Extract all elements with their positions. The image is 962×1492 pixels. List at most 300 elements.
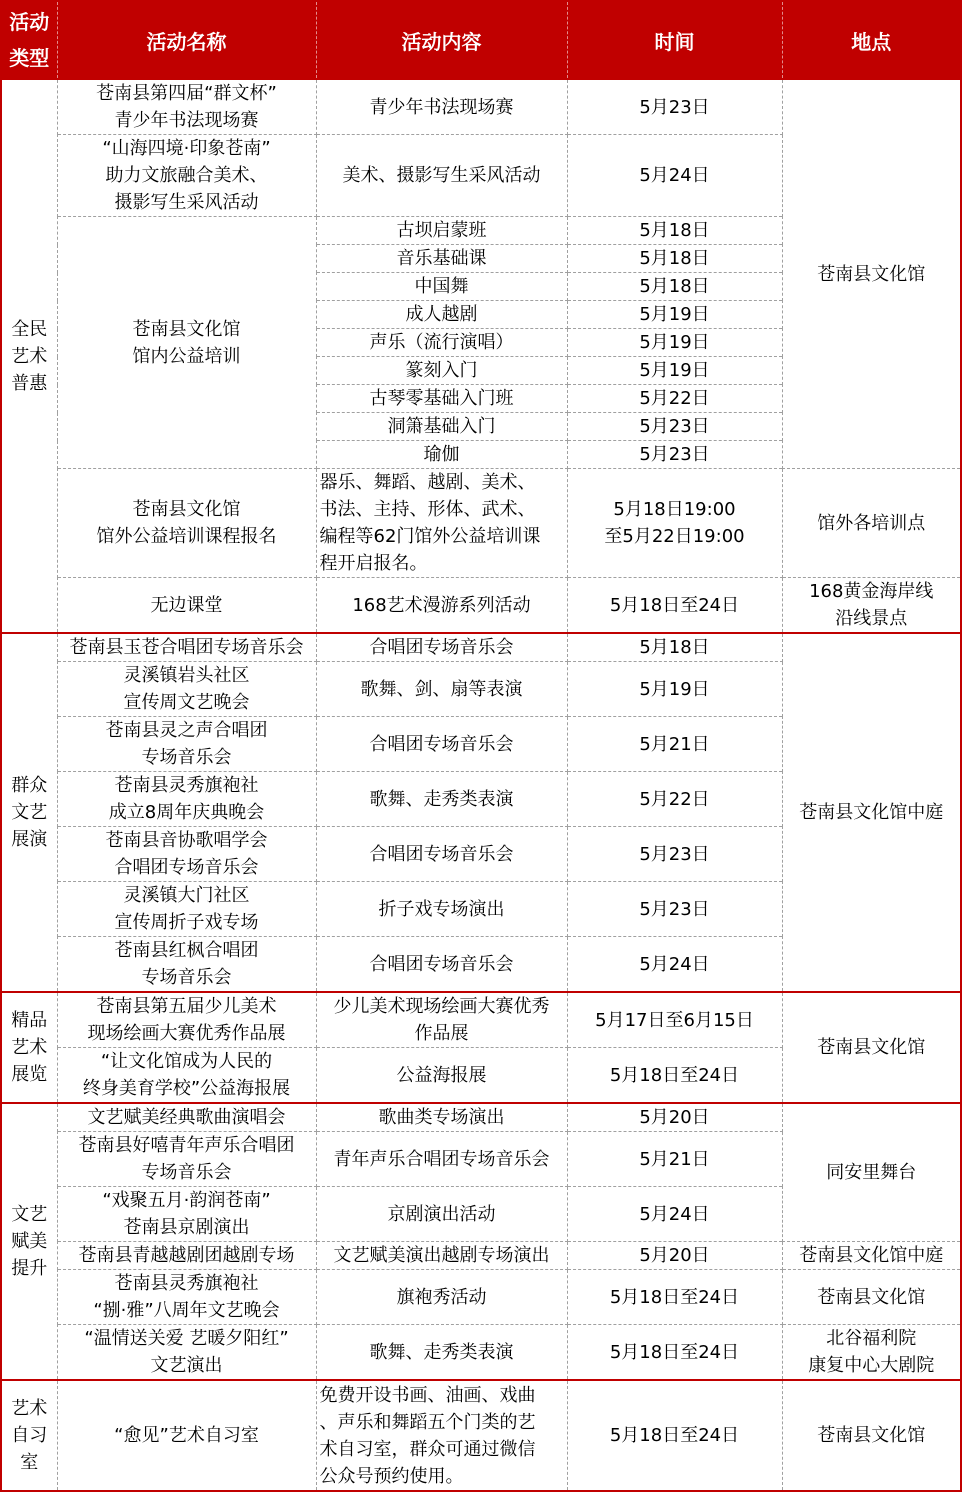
- location-cell: [782, 578, 961, 634]
- activity-name-cell-line: 青少年书法现场赛: [114, 110, 259, 131]
- activity-name-cell-line: 专场音乐会: [141, 967, 232, 988]
- activity-content-cell-text: [317, 1242, 567, 1269]
- activity-name-cell-line: 专场音乐会: [141, 747, 232, 768]
- activity-name-cell-line: 苍南县灵之声合唱团: [105, 720, 268, 741]
- activity-type-cell-line: 艺术: [11, 1037, 48, 1058]
- activity-content-cell-line: 编程等62门馆外公益培训课: [319, 526, 541, 547]
- time-cell-line: 5月23日: [639, 96, 710, 118]
- activity-name-cell-text: [58, 993, 316, 1047]
- activity-content-cell-text: [317, 786, 567, 813]
- time-cell: [567, 1242, 782, 1270]
- activity-name-cell-line: 专场音乐会: [141, 1162, 232, 1183]
- time-cell-text: [568, 162, 782, 189]
- activity-content-cell: [316, 357, 567, 385]
- activity-name-cell: [57, 662, 316, 717]
- activity-name-cell-text: [58, 496, 316, 550]
- time-cell-text: [568, 1422, 782, 1449]
- time-cell-line: 至5月22日19:00: [604, 526, 745, 547]
- activity-content-cell-line: 公众号预约使用。: [319, 1465, 464, 1487]
- activity-name-cell-line: 苍南县文化馆: [132, 318, 241, 340]
- table-row: [1, 1325, 961, 1381]
- time-cell-text: [568, 951, 782, 978]
- activity-type-cell-line: 展览: [11, 1064, 48, 1085]
- time-cell-text: [568, 217, 782, 244]
- activity-content-cell: [316, 992, 567, 1048]
- activity-content-cell-line: 公益海报展: [396, 1064, 487, 1086]
- activity-name-cell-text: [58, 316, 316, 370]
- time-cell: [567, 662, 782, 717]
- activity-name-cell: [57, 1242, 316, 1270]
- activity-content-cell-line: 瑜伽: [423, 444, 460, 465]
- time-cell-line: 5月19日: [639, 304, 710, 325]
- time-cell-line: 5月24日: [639, 953, 710, 975]
- time-cell: [567, 217, 782, 245]
- activity-type-cell: [1, 79, 57, 633]
- activity-type-cell-line: 艺术: [11, 345, 48, 367]
- time-cell: [567, 273, 782, 301]
- activity-content-cell-text: [317, 245, 567, 272]
- activity-name-cell: [57, 772, 316, 827]
- time-cell-line: 5月18日: [639, 220, 710, 241]
- activity-name-cell-line: 助力文旅融合美术、: [105, 165, 268, 186]
- activity-content-cell-text: [317, 469, 567, 577]
- table-row: [1, 578, 961, 634]
- time-cell: [567, 882, 782, 937]
- activity-name-cell-line: 灵溪镇岩头社区: [123, 665, 250, 686]
- table-row: [1, 79, 961, 135]
- activity-content-cell: [316, 578, 567, 634]
- activity-content-cell: [316, 1187, 567, 1242]
- activity-name-cell-line: “让文化馆成为人民的: [100, 1051, 273, 1072]
- activity-content-cell-line: 歌舞、走秀类表演: [369, 788, 514, 810]
- activity-type-cell: [1, 1380, 57, 1491]
- time-cell: [567, 992, 782, 1048]
- activity-name-cell: [57, 1187, 316, 1242]
- location-cell-line: 苍南县文化馆: [817, 1425, 926, 1446]
- activity-content-cell-text: [317, 413, 567, 440]
- activity-type-cell-text: [2, 316, 57, 397]
- time-cell-line: 5月17日至6月15日: [595, 1009, 754, 1031]
- activity-content-cell-text: [317, 94, 567, 121]
- time-cell: [567, 1187, 782, 1242]
- activity-content-cell: [316, 385, 567, 413]
- activity-name-cell: [57, 1048, 316, 1104]
- header-row: [1, 1, 961, 79]
- time-cell-line: 5月18日: [639, 637, 710, 658]
- activity-content-cell: [316, 937, 567, 993]
- activity-name-cell: [57, 1103, 316, 1132]
- activity-name-cell: [57, 1270, 316, 1325]
- activity-name-cell-line: 苍南县第四届“群文杯”: [96, 83, 277, 104]
- activity-type-cell-line: 普惠: [11, 372, 48, 394]
- activity-type-cell-line: 展演: [11, 829, 48, 850]
- time-cell-line: 5月24日: [639, 1203, 710, 1225]
- activity-name-cell-line: “山海四境·印象苍南”: [102, 138, 271, 159]
- activity-content-cell-text: [317, 634, 567, 661]
- time-cell-line: 5月23日: [639, 416, 710, 437]
- activity-content-cell-text: [317, 1201, 567, 1228]
- location-cell: [782, 79, 961, 469]
- time-cell: [567, 1132, 782, 1187]
- time-cell: [567, 578, 782, 634]
- activity-content-cell-text: [317, 162, 567, 189]
- activity-content-cell-text: [317, 1284, 567, 1311]
- time-cell-line: 5月18日: [639, 276, 710, 297]
- activity-name-cell-line: 苍南县文化馆: [132, 499, 241, 520]
- activity-name-cell-line: 宣传周折子戏专场: [114, 912, 259, 933]
- activity-content-cell-line: 歌曲类专场演出: [378, 1107, 505, 1128]
- activity-content-cell: [316, 301, 567, 329]
- location-cell: [782, 1270, 961, 1325]
- location-cell-text: [783, 510, 961, 537]
- activity-name-cell: [57, 469, 316, 578]
- activity-type-cell-line: 赋美: [11, 1231, 48, 1252]
- activity-content-cell: [316, 1270, 567, 1325]
- activity-content-cell-line: 洞箫基础入门: [387, 416, 496, 437]
- activity-name-cell-line: “愈见”艺术自习室: [114, 1425, 259, 1446]
- time-cell: [567, 1048, 782, 1104]
- activity-content-cell-line: 少儿美术现场绘画大赛优秀: [333, 996, 550, 1017]
- time-cell-text: [568, 441, 782, 468]
- activity-content-cell-text: [317, 1146, 567, 1173]
- activity-content-cell-line: 歌舞、剑、扇等表演: [360, 678, 523, 700]
- table-row: [1, 469, 961, 578]
- location-cell-text: [783, 799, 961, 826]
- activity-name-cell-text: [58, 662, 316, 716]
- activity-name-cell-text: [58, 1048, 316, 1102]
- time-cell-text: [568, 1007, 782, 1034]
- activity-content-cell-line: 成人越剧: [405, 304, 478, 325]
- activity-content-cell-text: [317, 301, 567, 328]
- activity-name-cell-text: [58, 135, 316, 216]
- time-cell-line: 5月20日: [639, 1107, 710, 1128]
- activity-name-cell-line: “温情送关爱 艺暖夕阳红”: [84, 1328, 289, 1349]
- time-cell-line: 5月18日19:00: [613, 499, 736, 520]
- activity-name-cell-line: 文艺赋美经典歌曲演唱会: [87, 1107, 286, 1128]
- activity-content-cell: [316, 79, 567, 135]
- activity-content-cell-line: 音乐基础课: [396, 248, 487, 269]
- location-cell-line: 苍南县文化馆: [817, 1037, 926, 1058]
- activity-content-cell-line: 合唱团专场音乐会: [369, 843, 514, 865]
- activity-name-cell: [57, 882, 316, 937]
- activity-type-cell: [1, 633, 57, 992]
- activity-name-cell-line: 馆外公益培训课程报名: [96, 526, 277, 547]
- activity-name-cell-line: 苍南县第五届少儿美术: [96, 996, 277, 1017]
- location-cell-line: 苍南县文化馆: [817, 1286, 926, 1308]
- activity-name-cell: [57, 992, 316, 1048]
- activity-name-cell-line: 苍南县红枫合唱团: [114, 940, 259, 961]
- activity-content-cell-line: 作品展: [414, 1023, 469, 1044]
- time-cell-line: 5月22日: [639, 788, 710, 810]
- time-cell-text: [568, 592, 782, 619]
- time-cell: [567, 413, 782, 441]
- time-cell: [567, 1103, 782, 1132]
- time-cell: [567, 245, 782, 273]
- header-activity-type: [1, 1, 57, 79]
- activity-name-cell-text: [58, 1270, 316, 1324]
- activity-name-cell-text: [58, 717, 316, 771]
- activity-content-cell: [316, 273, 567, 301]
- time-cell: [567, 827, 782, 882]
- activity-name-cell-text: [58, 1187, 316, 1241]
- activity-name-cell-text: [58, 80, 316, 134]
- location-cell-line: 168黄金海岸线: [809, 581, 934, 602]
- activity-content-cell-text: [317, 217, 567, 244]
- activity-name-cell-text: [58, 1422, 316, 1449]
- activity-content-cell-line: 程开启报名。: [319, 553, 428, 574]
- location-cell-line: 馆外各培训点: [817, 512, 926, 534]
- activity-type-cell-text: [2, 1007, 57, 1088]
- activity-type-cell-line: 室: [20, 1452, 39, 1473]
- location-cell-text: [783, 578, 961, 632]
- activity-content-cell-text: [317, 329, 567, 356]
- activity-content-cell-line: 免费开设书画、油画、戏曲: [319, 1384, 536, 1406]
- activity-name-cell-line: 无边课堂: [150, 594, 223, 616]
- table-row: [1, 1270, 961, 1325]
- activity-type-cell-line: 提升: [11, 1258, 48, 1279]
- activity-content-cell-text: [317, 385, 567, 412]
- time-cell-text: [568, 1339, 782, 1366]
- activity-content-cell-text: [317, 993, 567, 1047]
- activity-name-cell: [57, 578, 316, 634]
- time-cell: [567, 357, 782, 385]
- time-cell-line: 5月23日: [639, 898, 710, 920]
- time-cell-line: 5月19日: [639, 332, 710, 353]
- time-cell: [567, 385, 782, 413]
- time-cell: [567, 772, 782, 827]
- time-cell: [567, 329, 782, 357]
- activity-name-cell-line: 合唱团专场音乐会: [114, 857, 259, 878]
- location-cell: [782, 1242, 961, 1270]
- header-activity-type-line: 类型: [9, 46, 50, 70]
- activity-content-cell: [316, 1048, 567, 1104]
- time-cell-line: 5月18日至24日: [609, 594, 740, 616]
- activity-content-cell: [316, 217, 567, 245]
- activity-name-cell-line: 摄影写生采风活动: [114, 192, 259, 213]
- time-cell-line: 5月19日: [639, 360, 710, 381]
- activity-content-cell: [316, 633, 567, 662]
- activity-name-cell: [57, 633, 316, 662]
- activity-content-cell-text: [317, 676, 567, 703]
- activity-name-cell-line: 苍南县灵秀旗袍社: [114, 775, 259, 796]
- activity-type-cell-line: 艺术: [11, 1398, 48, 1419]
- location-cell-text: [783, 1325, 961, 1379]
- activity-content-cell-line: 器乐、舞蹈、越剧、美术、: [319, 472, 536, 493]
- time-cell-line: 5月19日: [639, 678, 710, 700]
- time-cell-text: [568, 1146, 782, 1173]
- activity-content-cell-line: 篆刻入门: [405, 360, 478, 381]
- time-cell-text: [568, 329, 782, 356]
- activity-name-cell-line: 文艺演出: [150, 1355, 223, 1376]
- activity-name-cell-line: 宣传周文艺晚会: [123, 692, 250, 713]
- location-cell-line: 苍南县文化馆中庭: [799, 1245, 944, 1266]
- activity-content-cell-line: 古琴零基础入门班: [369, 388, 514, 409]
- activity-content-cell: [316, 717, 567, 772]
- activity-content-cell-line: 古坝启蒙班: [396, 220, 487, 241]
- activity-type-cell: [1, 1103, 57, 1380]
- activity-name-cell-line: 现场绘画大赛优秀作品展: [87, 1023, 286, 1044]
- activity-content-cell-line: 文艺赋美演出越剧专场演出: [333, 1245, 550, 1266]
- time-cell-text: [568, 385, 782, 412]
- time-cell-text: [568, 357, 782, 384]
- table-row: [1, 1380, 961, 1491]
- activity-name-cell-text: [58, 1325, 316, 1379]
- time-cell-line: 5月23日: [639, 843, 710, 865]
- activity-type-cell: [1, 992, 57, 1103]
- activity-content-cell-line: 京剧演出活动: [387, 1203, 496, 1225]
- activity-name-cell-text: [58, 592, 316, 619]
- location-cell: [782, 469, 961, 578]
- header-activity-name: 活动名称: [57, 1, 316, 79]
- time-cell: [567, 79, 782, 135]
- activity-type-cell-line: 文艺: [11, 1204, 48, 1225]
- activity-name-cell-line: “捌·雅”八周年文艺晚会: [93, 1300, 280, 1321]
- time-cell-line: 5月20日: [639, 1245, 710, 1266]
- activity-name-cell-line: 终身美育学校”公益海报展: [82, 1078, 291, 1099]
- activity-name-cell-line: 苍南县青越越剧团越剧专场: [78, 1245, 295, 1266]
- header-time: 时间: [567, 1, 782, 79]
- activity-content-cell: [316, 772, 567, 827]
- activity-content-cell-line: 青年声乐合唱团专场音乐会: [333, 1148, 550, 1170]
- time-cell-line: 5月18日至24日: [609, 1064, 740, 1086]
- activity-name-cell: [57, 717, 316, 772]
- activity-content-cell-text: [317, 1382, 567, 1490]
- activity-type-cell-line: 全民: [11, 318, 48, 340]
- activity-content-cell: [316, 1103, 567, 1132]
- time-cell-text: [568, 1201, 782, 1228]
- activity-content-cell: [316, 1242, 567, 1270]
- time-cell-text: [568, 676, 782, 703]
- activity-name-cell: [57, 937, 316, 993]
- time-cell-line: 5月18日至24日: [609, 1286, 740, 1308]
- activity-name-cell-line: 苍南县好嘻青年声乐合唱团: [78, 1135, 295, 1156]
- activity-content-cell-line: 美术、摄影写生采风活动: [342, 165, 541, 186]
- location-cell-text: [783, 261, 961, 288]
- activity-name-cell: [57, 217, 316, 469]
- activity-name-cell-text: [58, 827, 316, 881]
- activity-type-cell-line: 自习: [11, 1425, 48, 1446]
- location-cell-text: [783, 1034, 961, 1061]
- activity-content-cell: [316, 662, 567, 717]
- time-cell-text: [568, 896, 782, 923]
- activity-content-cell-line: 、声乐和舞蹈五个门类的艺: [319, 1411, 536, 1433]
- time-cell: [567, 1270, 782, 1325]
- time-cell: [567, 717, 782, 772]
- time-cell-line: 5月22日: [639, 388, 710, 409]
- time-cell-text: [568, 1242, 782, 1269]
- activity-name-cell-line: 苍南县玉苍合唱团专场音乐会: [69, 637, 304, 658]
- location-cell: [782, 1325, 961, 1381]
- location-cell-text: [783, 1159, 961, 1186]
- time-cell-line: 5月18日至24日: [609, 1341, 740, 1363]
- activity-content-cell: [316, 1380, 567, 1491]
- time-cell: [567, 633, 782, 662]
- activity-type-cell-text: [2, 1395, 57, 1476]
- activity-name-cell: [57, 79, 316, 135]
- activity-content-cell: [316, 1325, 567, 1381]
- activity-content-cell: [316, 245, 567, 273]
- activity-name-cell: [57, 1132, 316, 1187]
- table-header: [1, 1, 961, 79]
- time-cell-line: 5月18日: [639, 248, 710, 269]
- time-cell-text: [568, 94, 782, 121]
- activity-content-cell-text: [317, 841, 567, 868]
- time-cell-text: [568, 1284, 782, 1311]
- location-cell-text: [783, 1422, 961, 1449]
- time-cell-line: 5月21日: [639, 733, 710, 755]
- table-row: [1, 633, 961, 662]
- activity-name-cell-line: 苍南县京剧演出: [123, 1217, 250, 1238]
- activity-content-cell-line: 青少年书法现场赛: [369, 96, 514, 118]
- activity-content-cell: [316, 413, 567, 441]
- location-cell-line: 沿线景点: [835, 608, 908, 629]
- location-cell-text: [783, 1284, 961, 1311]
- time-cell: [567, 1380, 782, 1491]
- time-cell-text: [568, 841, 782, 868]
- time-cell-text: [568, 634, 782, 661]
- time-cell-line: 5月24日: [639, 165, 710, 186]
- location-cell: [782, 992, 961, 1103]
- activity-content-cell-text: [317, 592, 567, 619]
- location-cell-line: 苍南县文化馆: [817, 263, 926, 285]
- activity-content-cell-line: 168艺术漫游系列活动: [352, 594, 531, 616]
- activity-type-cell-line: 群众: [11, 775, 48, 796]
- activity-name-cell-text: [58, 772, 316, 826]
- activity-content-cell: [316, 827, 567, 882]
- activity-name-cell-text: [58, 937, 316, 991]
- activity-content-cell-line: 合唱团专场音乐会: [369, 953, 514, 975]
- time-cell: [567, 301, 782, 329]
- activity-name-cell-text: [58, 1104, 316, 1131]
- time-cell-text: [568, 413, 782, 440]
- time-cell-text: [568, 1062, 782, 1089]
- activity-type-cell-line: 文艺: [11, 802, 48, 823]
- activity-content-cell-text: [317, 357, 567, 384]
- activity-name-cell: [57, 1325, 316, 1381]
- activity-name-cell-line: 灵溪镇大门社区: [123, 885, 250, 906]
- location-cell-line: 同安里舞台: [826, 1162, 917, 1183]
- time-cell-text: [568, 1104, 782, 1131]
- activity-content-cell-text: [317, 1062, 567, 1089]
- location-cell: [782, 1103, 961, 1242]
- time-cell: [567, 469, 782, 578]
- activity-content-cell-line: 旗袍秀活动: [396, 1286, 487, 1308]
- activity-content-cell-text: [317, 441, 567, 468]
- activity-type-cell-text: [2, 1201, 57, 1282]
- time-cell-line: 5月21日: [639, 1148, 710, 1170]
- activity-content-cell: [316, 441, 567, 469]
- location-cell-text: [783, 1242, 961, 1269]
- activity-content-cell: [316, 329, 567, 357]
- activity-name-cell-text: [58, 1132, 316, 1186]
- activity-name-cell-text: [58, 1242, 316, 1269]
- activity-content-cell-text: [317, 273, 567, 300]
- activity-content-cell-text: [317, 1104, 567, 1131]
- activity-name-cell: [57, 1380, 316, 1491]
- activity-content-cell-line: 折子戏专场演出: [378, 898, 505, 920]
- time-cell-text: [568, 273, 782, 300]
- activity-content-cell: [316, 1132, 567, 1187]
- activity-content-cell-line: 中国舞: [414, 276, 469, 297]
- table-row: [1, 1103, 961, 1132]
- time-cell-text: [568, 245, 782, 272]
- location-cell-line: 苍南县文化馆中庭: [799, 802, 944, 823]
- activity-content-cell-line: 书法、主持、形体、武术、: [319, 499, 536, 520]
- time-cell: [567, 937, 782, 993]
- activity-name-cell: [57, 135, 316, 217]
- table-row: [1, 992, 961, 1048]
- activity-content-cell-text: [317, 951, 567, 978]
